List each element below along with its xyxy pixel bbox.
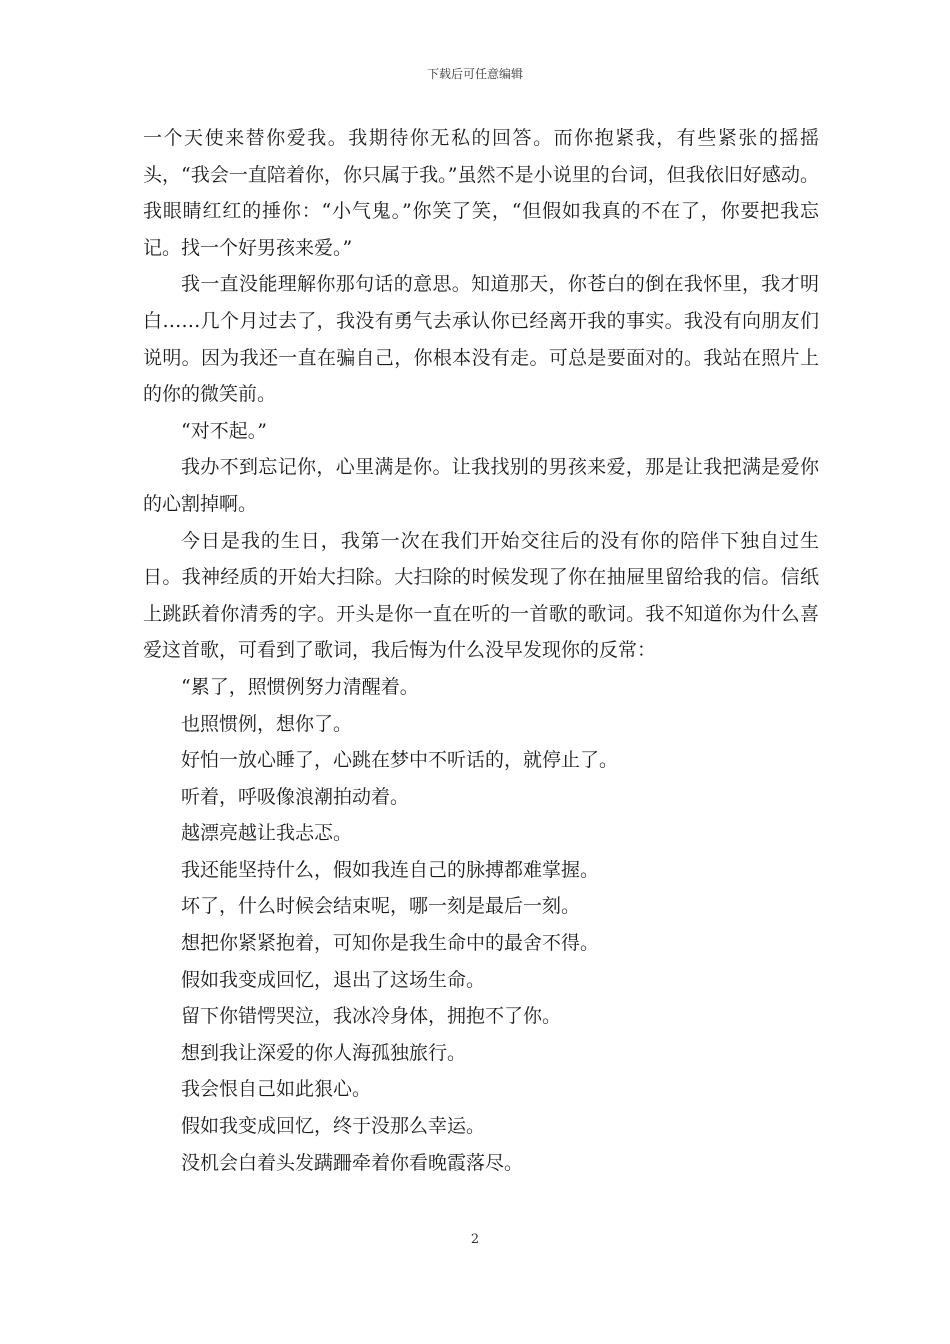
lyric-line: 我会恨自己如此狠心。 (181, 1078, 372, 1101)
lyric-line: 没机会白着头发蹒跚牵着你看晚霞落尽。 (181, 1151, 524, 1174)
page-header: 下载后可任意编辑 (426, 67, 523, 81)
lyric-line: 越漂亮越让我忐忑。 (181, 822, 353, 845)
lyric-line: 我还能坚持什么，假如我连自己的脉搏都难掌握。 (181, 858, 600, 881)
paragraph: 一个天使来替你爱我。我期待你无私的回答。而你抱紧我，有些紧张的摇摇头，“我会一直陪着你，你只属于我。”虽然不是小说里的台词，但我依旧好感动。我眼睛红红的捶你：“小气鬼。”你笑了笑，“但假如我真的不在了，你要把我忘记。找一个好男孩来爱。” (143, 127, 819, 259)
lyric-line: 想把你紧紧抱着，可知你是我生命中的最舍不得。 (181, 932, 600, 955)
lyric-line: 也照惯例，想你了。 (181, 712, 353, 735)
paragraph: 我一直没能理解你那句话的意思。知道那天，你苍白的倒在我怀里，我才明白……几个月过去了，我没有勇气去承认你已经离开我的事实。我没有向朋友们说明。因为我还一直在骗自己，你根本没有走。可总是要面对的。我站在照片上的你的微笑前。 (143, 273, 819, 406)
lyric-line: 坏了，什么时候会结束呢，哪一刻是最后一刻。 (181, 895, 581, 918)
lyric-line: “累了，照惯例努力清醒着。 (181, 675, 419, 698)
paragraph: 我办不到忘记你，心里满是你。让我找别的男孩来爱，那是让我把满是爱你的心割掉啊。 (143, 456, 819, 515)
lyric-line: 好怕一放心睡了，心跳在梦中不听话的，就停止了。 (181, 749, 619, 772)
lyric-line: 想到我让深爱的你人海孤独旅行。 (181, 1041, 467, 1064)
page-number: 2 (470, 1232, 480, 1247)
lyric-line: 假如我变成回忆，终于没那么幸运。 (181, 1115, 486, 1138)
paragraph: “对不起。” (181, 419, 267, 442)
lyric-line: 留下你错愕哭泣，我冰冷身体，拥抱不了你。 (181, 1005, 562, 1028)
lyric-line: 听着，呼吸像浪潮拍动着。 (181, 785, 410, 808)
document-body (143, 120, 819, 1181)
paragraph: 今日是我的生日，我第一次在我们开始交往后的没有你的陪伴下独自过生日。我神经质的开始大扫除。大扫除的时候发现了你在抽屉里留给我的信。信纸上跳跃着你清秀的字。开头是你一直在听的一首歌的歌词。我不知道你为什么喜爱这首歌，可看到了歌词，我后悔为什么没早发现你的反常： (143, 529, 819, 662)
lyric-line: 假如我变成回忆，退出了这场生命。 (181, 968, 486, 991)
